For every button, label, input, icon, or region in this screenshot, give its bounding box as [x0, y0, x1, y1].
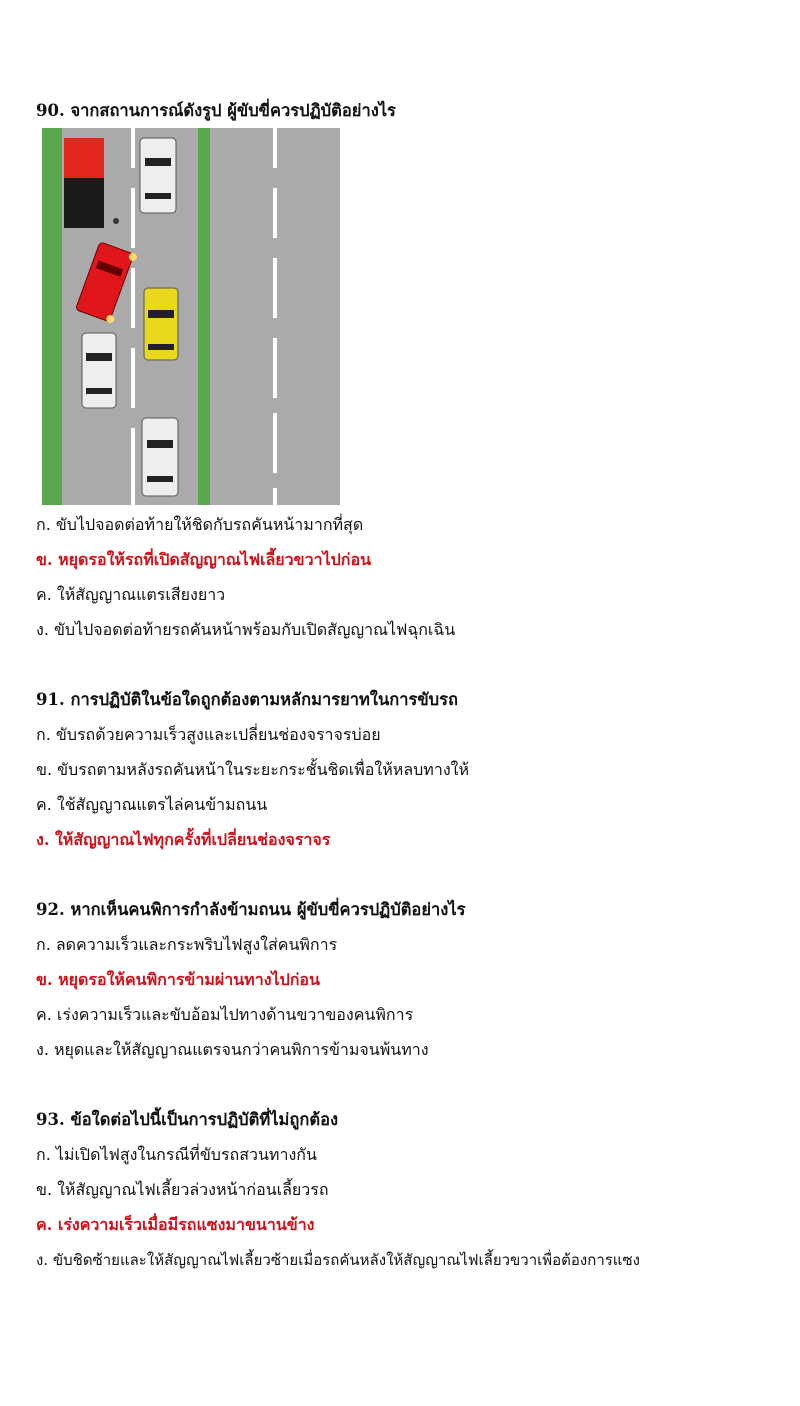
- question-90-option-c: ค. ให้สัญญาณแตรเสียงยาว: [36, 585, 226, 604]
- question-91-option-d-answer: ง. ให้สัญญาณไฟทุกครั้งที่เปลี่ยนช่องจราจร: [36, 830, 331, 849]
- question-92-title: 92. หากเห็นคนพิการกำลังข้ามถนน ผู้ขับขี่ควรปฏิบัติอย่างไร: [36, 900, 466, 919]
- question-90-option-a: ก. ขับไปจอดต่อท้ายให้ชิดกับรถคันหน้ามากที่สุด: [36, 515, 364, 534]
- question-92-option-d: ง. หยุดและให้สัญญาณแตรจนกว่าคนพิการข้ามจนพ้นทาง: [36, 1040, 429, 1059]
- question-93-option-b: ข. ให้สัญญาณไฟเลี้ยวล่วงหน้าก่อนเลี้ยวรถ: [36, 1180, 329, 1199]
- white-car: [140, 138, 176, 213]
- yellow-car: [144, 288, 178, 360]
- median-grass-strip: [198, 128, 210, 505]
- question-92-option-c: ค. เร่งความเร็วและขับอ้อมไปทางด้านขวาของคนพิการ: [36, 1005, 414, 1024]
- red-truck: [64, 138, 104, 228]
- question-92-option-a: ก. ลดความเร็วและกระพริบไฟสูงใส่คนพิการ: [36, 935, 338, 954]
- left-grass-strip: [42, 128, 62, 505]
- question-90-option-d: ง. ขับไปจอดต่อท้ายรถคันหน้าพร้อมกับเปิดสัญญาณไฟฉุกเฉิน: [36, 620, 456, 639]
- question-91-option-c: ค. ใช้สัญญาณแตรไล่คนข้ามถนน: [36, 795, 268, 814]
- question-93-option-d: ง. ขับชิดซ้ายและให้สัญญาณไฟเลี้ยวซ้ายเมื่อรถคันหลังให้สัญญาณไฟเลี้ยวขวาเพื่อต้องการแซง: [36, 1251, 640, 1269]
- question-90-option-b-answer: ข. หยุดรอให้รถที่เปิดสัญญาณไฟเลี้ยวขวาไปก่อน: [36, 550, 372, 569]
- question-91-option-a: ก. ขับรถด้วยความเร็วสูงและเปลี่ยนช่องจราจรบ่อย: [36, 725, 381, 744]
- question-91-option-b: ข. ขับรถตามหลังรถคันหน้าในระยะกระชั้นชิดเพื่อให้หลบทางให้: [36, 760, 469, 779]
- question-93-option-a: ก. ไม่เปิดไฟสูงในกรณีที่ขับรถสวนทางกัน: [36, 1145, 317, 1164]
- road-scenario-illustration: [42, 128, 340, 505]
- white-car: [142, 418, 178, 496]
- question-90-title: 90. จากสถานการณ์ดังรูป ผู้ขับขี่ควรปฏิบัติอย่างไร: [36, 101, 396, 120]
- question-92-option-b-answer: ข. หยุดรอให้คนพิการข้ามผ่านทางไปก่อน: [36, 970, 320, 989]
- question-91-title: 91. การปฏิบัติในข้อใดถูกต้องตามหลักมารยาทในการขับรถ: [36, 690, 458, 709]
- white-car: [82, 333, 116, 408]
- question-93-option-c-answer: ค. เร่งความเร็วเมื่อมีรถแซงมาขนานข้าง: [36, 1215, 315, 1234]
- question-93-title: 93. ข้อใดต่อไปนี้เป็นการปฏิบัติที่ไม่ถูกต้อง: [36, 1110, 339, 1129]
